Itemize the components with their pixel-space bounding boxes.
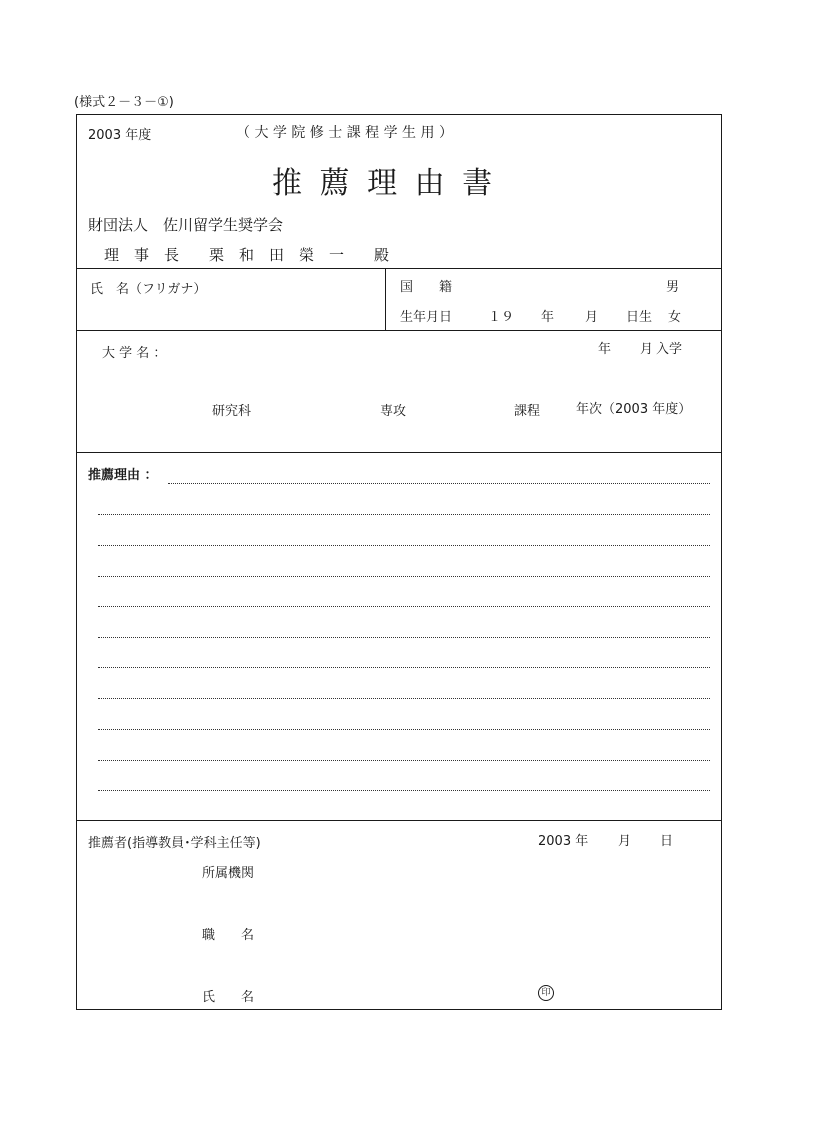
birth-era: １９	[488, 310, 515, 325]
reason-line[interactable]	[98, 637, 710, 638]
position-label: 職 名	[202, 928, 255, 943]
birth-date-label: 生年月日	[400, 310, 453, 325]
gender-female-label: 女	[668, 310, 682, 325]
reason-line[interactable]	[98, 545, 710, 546]
form-year: 2003 年度	[88, 128, 152, 143]
birth-year-unit: 年	[541, 310, 555, 325]
recommender-label: 推薦者(指導教員･学科主任等)	[88, 836, 261, 851]
reason-line[interactable]	[168, 483, 710, 484]
recommender-name-label: 氏 名	[202, 990, 255, 1005]
addressee: 理 事 長 栗 和 田 榮 一 殿	[104, 246, 390, 264]
reason-line[interactable]	[98, 729, 710, 730]
recommend-date-day: 日	[660, 834, 674, 849]
graduate-school-label: 研究科	[212, 404, 252, 419]
name-label: 氏 名（フリガナ）	[90, 282, 207, 297]
course-label: 課程	[514, 404, 541, 419]
major-label: 専攻	[380, 404, 407, 419]
affiliation-label: 所属機関	[202, 866, 255, 881]
reason-line[interactable]	[98, 698, 710, 699]
separator-reason	[76, 820, 722, 821]
enroll-year-unit: 年	[598, 342, 612, 357]
reason-line[interactable]	[98, 576, 710, 577]
reason-line[interactable]	[98, 790, 710, 791]
reason-line[interactable]	[98, 667, 710, 668]
gender-male-label: 男	[666, 280, 680, 295]
seal-mark-icon: 印	[538, 985, 554, 1001]
birth-day-unit: 日生	[626, 310, 653, 325]
reason-line[interactable]	[98, 760, 710, 761]
organization-name: 財団法人 佐川留学生奨学会	[88, 216, 284, 234]
reason-line[interactable]	[98, 606, 710, 607]
grade-label: 年次（2003 年度）	[576, 402, 692, 417]
separator-applicant	[76, 330, 722, 331]
page-title: 推 薦 理 由 書	[272, 166, 497, 201]
separator-university	[76, 452, 722, 453]
nationality-label: 国 籍	[400, 280, 453, 295]
reason-line[interactable]	[98, 514, 710, 515]
separator-applicant-vertical	[385, 268, 386, 330]
recommend-date-year: 2003 年	[538, 834, 589, 849]
enroll-label: 入学	[656, 342, 683, 357]
birth-month-unit: 月	[585, 310, 599, 325]
separator-header	[76, 268, 722, 269]
reason-label: 推薦理由 ：	[88, 468, 158, 483]
form-code: (様式２－３－①)	[74, 95, 174, 110]
university-label: 大 学 名 ：	[102, 346, 167, 361]
enroll-month-unit: 月	[640, 342, 654, 357]
form-category: （ 大 学 院 修 士 課 程 学 生 用 ）	[236, 125, 453, 141]
recommend-date-month: 月	[618, 834, 632, 849]
